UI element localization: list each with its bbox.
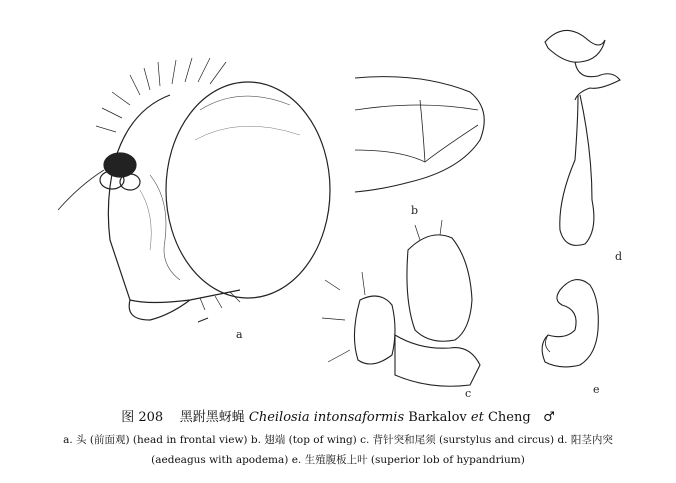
species-scientific-name: Cheilosia intonsaformis <box>248 410 405 425</box>
author-second: Cheng <box>487 410 531 425</box>
figure-caption-title <box>0 406 676 425</box>
drawing-wing-tip <box>355 77 484 192</box>
species-chinese-name: 黑跗黑蚜蝇 <box>179 410 245 425</box>
panel-label-a: a <box>236 328 243 341</box>
panel-label-c: c <box>465 387 472 400</box>
caption-legend-line-2: (aedeagus with apodema) e. 生殖腹板上叶 (superior lob of hypandrium) <box>151 454 525 466</box>
male-symbol: ♂ <box>543 410 555 425</box>
drawing-aedeagus <box>545 30 620 245</box>
drawing-hypandrium-lobe <box>542 280 598 367</box>
drawing-surstylus-circus <box>322 220 480 386</box>
panel-label-b: b <box>411 204 419 217</box>
panel-label-d: d <box>615 250 623 263</box>
author-first: Barkalov <box>408 410 467 425</box>
panel-label-e: e <box>593 383 600 396</box>
author-et: et <box>470 410 484 425</box>
caption-legend-line-1: a. 头 (前面观) (head in frontal view) b. 翅端 (top of wing) c. 背针突和尾须 (surstylus and circus) d. 阳茎内突 <box>63 434 613 446</box>
figure-number: 图 208 <box>121 410 164 425</box>
drawing-head-frontal <box>58 58 330 322</box>
